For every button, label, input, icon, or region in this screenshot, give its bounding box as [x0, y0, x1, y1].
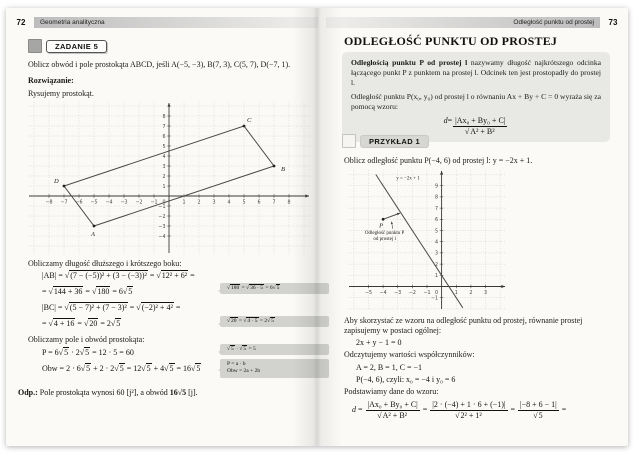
svg-text:−5: −5	[90, 200, 98, 206]
svg-text:−8: −8	[45, 200, 53, 206]
svg-text:4: 4	[162, 154, 166, 160]
page-number-right: 73	[608, 17, 618, 27]
rectangle-plot	[28, 102, 310, 254]
svg-text:2: 2	[469, 291, 473, 296]
svg-text:4: 4	[227, 200, 231, 206]
svg-text:0: 0	[162, 200, 166, 206]
final-computation: d = $\frac{\text{|Ax₀ + By₀ + C|}}{\text{√A² + B²}}$ = $\frac{|2 \cdot (-4) + 1 \cdot 6 + (-1)|}{\text{√2² + 1²}}$ = $\frac{|-8 + 6 - 1|}{√5}$ =	[352, 400, 567, 420]
task-badge-label: ZADANIE 5	[46, 40, 107, 53]
coefficients-paragraph: Odczytujemy wartości współczynników:	[344, 350, 475, 359]
svg-text:8: 8	[435, 195, 439, 201]
solution-label: Rozwiązanie:	[28, 76, 74, 85]
equation-general: 2x + y − 1 = 0	[356, 338, 402, 347]
svg-text:6: 6	[162, 134, 166, 140]
svg-text:P: P	[379, 222, 384, 230]
svg-text:−3: −3	[394, 291, 402, 296]
svg-text:−3: −3	[120, 200, 128, 206]
formula-perimeter: Obw = 2 · 6√5 + 2 · 2√5 = 12√5 + 4√5 = 16√5	[42, 364, 201, 373]
svg-text:1: 1	[435, 274, 439, 280]
formula-bc-1: |BC| = √(5 − 7)² + (7 − 3)² = √(−2)² + 4² =	[42, 303, 181, 312]
answer-line: Odp.: Pole prostokąta wynosi 60 [j²], a obwód 16√5 [j].	[18, 388, 198, 397]
svg-text:3: 3	[212, 200, 216, 206]
svg-text:−2: −2	[408, 291, 416, 296]
chapter-bar-left	[34, 17, 318, 28]
formula-ab-1: |AB| = √(7 − (−5))² + (3 − (−3))² = √12² + 6² =	[42, 271, 195, 280]
task-badge-square-icon	[28, 39, 42, 53]
definition-paragraph: Odległością punktu P od prostej l nazywamy długość najkrótszego odcinka łączącego punkt P z punktem na prostej l. Odcinek ten jest prostopadły do prostej l.	[351, 58, 601, 88]
svg-text:−2: −2	[135, 200, 143, 206]
example-badge	[342, 134, 429, 148]
svg-text:−1: −1	[423, 291, 431, 296]
svg-text:7: 7	[162, 124, 166, 130]
svg-text:D: D	[54, 178, 59, 185]
svg-text:1: 1	[162, 184, 166, 190]
svg-text:8: 8	[162, 114, 166, 120]
page-right	[322, 10, 626, 442]
margin-note-sqrt180: √180 = √36 · 5 = 6√5	[220, 283, 329, 294]
task-problem-text: Oblicz obwód i pole prostokąta ABCD, jeśli A(−5, −3), B(7, 3), C(5, 7), D(−7, 1).	[28, 60, 291, 69]
formula-area: P = 6√5 · 2√5 = 12 · 5 = 60	[42, 348, 134, 357]
chapter-title-right: Odległość punktu od prostej	[513, 18, 594, 26]
svg-text:−1: −1	[150, 200, 158, 206]
svg-text:−4: −4	[379, 291, 387, 296]
svg-text:y = −2x + 1: y = −2x + 1	[396, 176, 420, 182]
svg-text:−4: −4	[158, 234, 166, 240]
formula-ab-2: = √144 + 36 = √180 = 6√5	[42, 287, 133, 296]
margin-note-sqrt20: √20 = √4 · 5 = 2√5	[220, 316, 329, 327]
chapter-bar-right	[326, 17, 600, 28]
page-right-header	[322, 16, 626, 28]
svg-text:−3: −3	[158, 224, 166, 230]
example-problem-text: Oblicz odległość punktu P(−4, 6) od prostej l: y = −2x + 1.	[344, 156, 533, 165]
svg-text:od prostej l: od prostej l	[373, 236, 396, 242]
distance-plot	[348, 170, 506, 310]
substitute-paragraph: Podstawiamy dane do wzoru:	[344, 387, 439, 396]
margin-note-perimeter-area: P = a · b Obw = 2a + 2b	[220, 359, 329, 378]
svg-text:2: 2	[162, 174, 166, 180]
svg-text:3: 3	[435, 251, 439, 257]
svg-text:3: 3	[483, 291, 488, 296]
definition-infobox	[342, 52, 610, 142]
svg-text:−1: −1	[158, 204, 166, 210]
task-badge	[28, 39, 107, 53]
svg-text:2: 2	[435, 262, 439, 268]
general-form-paragraph: Aby skorzystać ze wzoru na odległość punktu od prostej, równanie prostej zapisujemy w postaci ogólnej:	[344, 316, 583, 336]
svg-text:C: C	[247, 117, 252, 124]
equation-point: P(−4, 6), czyli: x₀ = −4 i y₀ = 6	[356, 375, 456, 384]
svg-text:6: 6	[435, 218, 439, 224]
page-left	[8, 10, 322, 442]
book-spread	[6, 8, 628, 446]
formula-intro-paragraph: Odległość punktu P(x₀, y₀) od prostej l o równaniu Ax + By + C = 0 wyraża się za pomocą wzoru:	[351, 92, 601, 112]
svg-text:Odległość punktu P: Odległość punktu P	[364, 230, 405, 236]
svg-text:7: 7	[435, 206, 439, 212]
svg-text:−5: −5	[364, 291, 373, 296]
svg-text:−7: −7	[60, 200, 68, 206]
svg-text:−4: −4	[105, 200, 113, 206]
svg-text:8: 8	[287, 200, 291, 206]
section-title: ODLEGŁOŚĆ PUNKTU OD PROSTEJ	[344, 34, 558, 48]
draw-note: Rysujemy prostokąt.	[28, 89, 94, 98]
distance-formula: d = $\frac{\text{|Ax₀ + By₀ + C|}}{\text{√A² + B²}}$	[443, 116, 506, 136]
svg-text:9: 9	[435, 184, 439, 190]
svg-text:−2: −2	[158, 214, 166, 220]
svg-text:2: 2	[197, 200, 201, 206]
svg-text:1: 1	[454, 291, 458, 296]
svg-text:5: 5	[435, 229, 439, 235]
calc-area-label: Obliczamy pole i obwód prostokąta:	[28, 335, 145, 344]
margin-note-sqrt5: √5 · √5 = 5	[220, 344, 329, 355]
svg-text:5: 5	[242, 200, 246, 206]
svg-text:B: B	[281, 166, 285, 173]
svg-text:0: 0	[435, 291, 439, 296]
svg-text:7: 7	[272, 200, 276, 206]
page-number-left: 72	[16, 17, 26, 27]
svg-text:5: 5	[162, 144, 166, 150]
svg-text:A: A	[91, 231, 95, 238]
svg-text:−6: −6	[75, 200, 83, 206]
svg-text:3: 3	[162, 164, 166, 170]
example-badge-label: PRZYKŁAD 1	[360, 135, 429, 148]
chapter-title-left: Geometria analityczna	[40, 18, 105, 26]
formula-bc-2: = √4 + 16 = √20 = 2√5	[42, 319, 121, 328]
equation-coefficients: A = 2, B = 1, C = −1	[356, 363, 423, 372]
example-badge-square-icon	[342, 134, 356, 148]
page-left-header	[8, 16, 322, 28]
calc-sides-label: Obliczamy długość dłuższego i krótszego boku:	[28, 259, 182, 268]
svg-text:6: 6	[257, 200, 261, 206]
svg-text:4: 4	[435, 240, 439, 246]
svg-text:−1: −1	[431, 296, 439, 302]
svg-text:1: 1	[182, 200, 186, 206]
